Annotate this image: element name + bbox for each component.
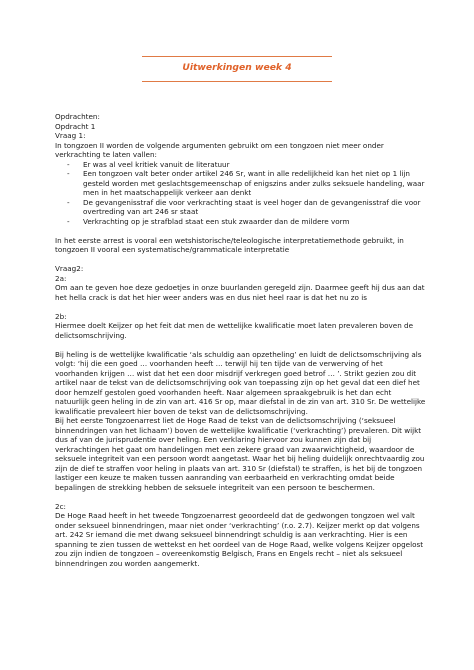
label-2b: 2b: [55, 311, 67, 321]
heading-opdrachten: Opdrachten: [55, 112, 100, 121]
paragraph-2b-2: Bij heling is de wettelijke kwalificatie ‘als schuldig aan opzetheling’ en luidt de delictsomschrijving als volgt: ‘hij die een goed … voorhanden heeft … terwijl hij ten tijde van de verwerving of het voorhanden krijgen … wist dat het een door misdrijf verkregen goed betrof … ’. Strikt gezien zou dit artikel naar de tekst van de delictsomschrijving ook van toepassing zijn op het geval dat een dief het door hemzelf gestolen goed voorhanden heeft. Naar algemeen spraakgebruik is het dan echt natuurlijk geen heling in de zin van art. 416 Sr op, maar diefstal in de zin van art. 310 Sr. De wettelijke kwalificatie prevaleert hier boven de tekst van de delictsomschrijving. [55, 349, 426, 416]
page-title: Uitwerkingen week 4 [182, 62, 292, 73]
paragraph-2b-3: Bij het eerste Tongzoenarrest liet de Hoge Raad de tekst van de delictsomschrijving (‘seksueel binnendringen van het lichaam’) boven de wettelijke kwalificatie (‘verkrachting’) prevaleren. Dit wijkt dus af van de jurisprudentie over heling. Een verklaring hiervoor zou kunnen zijn dat bij verkrachtingen het gaat om handelingen met een zekere graad van zwaarwichtigheid, waardoor de seksuele integriteit van een persoon wordt aangetast. Waar het bij heling duidelijk onrechtvaardig zou zijn de dief te straffen voor heling in plaats van art. 310 Sr (diefstal) te straffen, is het bij de tongzoen lastiger een keuze te maken tussen aanranding van eerbaarheid en verkrachting omdat beide bepalingen de strekking hebben de seksuele integriteit van een persoon te beschermen. [55, 416, 425, 492]
heading-vraag-2: Vraag2: [55, 264, 84, 273]
paragraph-2a: Om aan te geven hoe deze gedoetjes in onze buurlanden geregeld zijn. Daarmee geeft hij dus aan dat het hella crack is dat het hier weer anders was en dus niet heel raar is dat het nu zo is [55, 283, 425, 302]
label-2c: 2c: [55, 501, 66, 511]
argument-list [55, 160, 427, 227]
paragraph-method: In het eerste arrest is vooral een wetshistorische/teleologische interpretatiemethode gebruikt, in tongzoen II vooral een systematische/grammaticale interpretatie [55, 235, 404, 254]
list-item: - Er was al veel kritiek vanuit de literatuur [55, 160, 427, 170]
list-item: - Verkrachting op je strafblad staat een stuk zwaarder dan de mildere vorm [55, 217, 427, 227]
label-2a: 2a: [55, 273, 67, 283]
document-body [55, 112, 427, 568]
title-rule-top [142, 56, 332, 57]
title-rule-bottom [142, 81, 332, 82]
paragraph-2b-1: Hiermee doelt Keijzer op het feit dat men de wettelijke kwalificatie moet laten prevaleren boven de delictsomschrijving. [55, 321, 414, 340]
paragraph-question-1: In tongzoen II worden de volgende argumenten gebruikt om een tongzoen niet meer onder verkrachting te laten vallen: [55, 140, 384, 159]
paragraph-2c: De Hoge Raad heeft in het tweede Tongzoenarrest geoordeeld dat de gedwongen tongzoen wel valt onder seksueel binnendringen, maar niet onder ‘verkrachting’ (r.o. 2.7). Keijzer merkt op dat volgens art. 242 Sr iemand die met dwang seksueel binnendringt schuldig is aan verkrachting. Hier is een spanning te zien tussen de wettekst en het oordeel van de Hoge Raad, welke volgens Keijzer opgelost zou zijn indien de tongzoen – overeenkomstig Belgisch, Frans en Engels recht – niet als seksueel binnendringen zou worden aangemerkt. [55, 511, 424, 568]
list-item: - De gevangenisstraf die voor verkrachting staat is veel hoger dan de gevangenisstraf die voor overtreding van art 246 sr staat [55, 198, 427, 217]
list-item: - Een tongzoen valt beter onder artikel 246 Sr, want in alle redelijkheid kan het niet op 1 lijn gesteld worden met geslachtsgemeenschap of enigszins ander zulks seksuele handeling, waar men in het maatschappelijk verkeer aan denkt [55, 169, 427, 198]
heading-opdracht-1: Opdracht 1 [55, 121, 96, 131]
heading-vraag-1: Vraag 1: [55, 131, 86, 140]
